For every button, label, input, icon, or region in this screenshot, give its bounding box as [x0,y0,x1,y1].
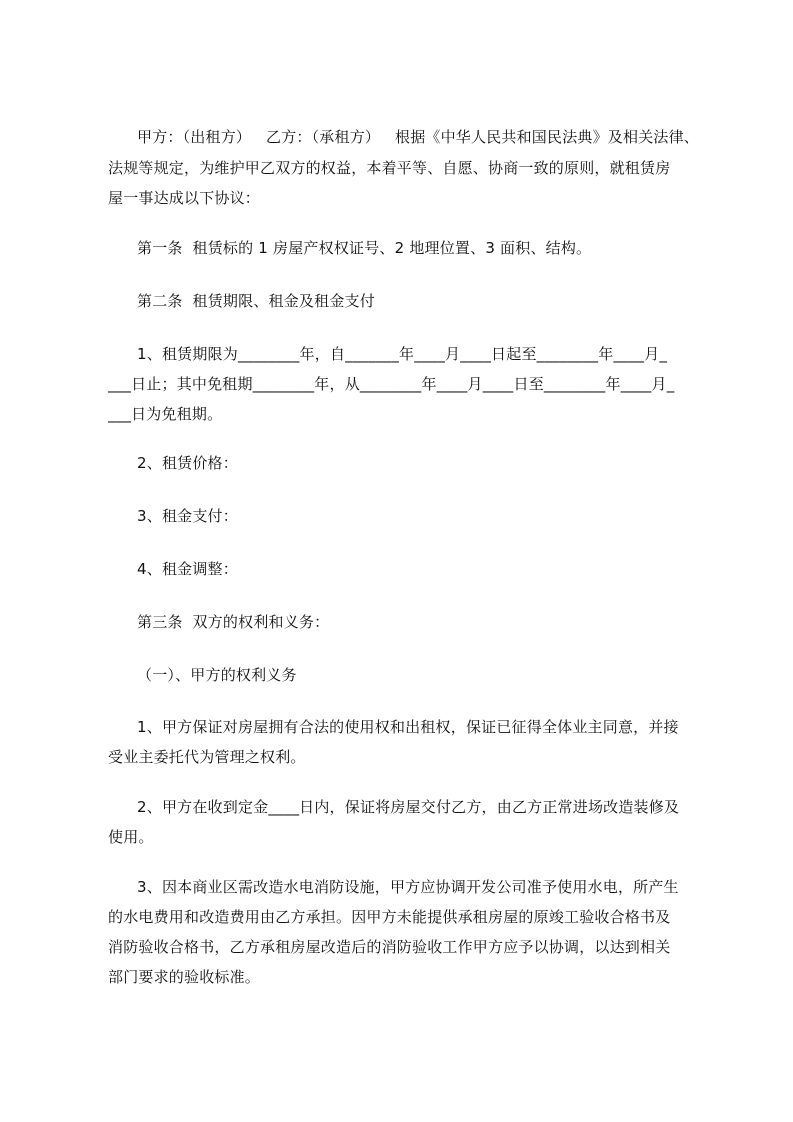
preamble-line-3: 屋一事达成以下协议： [108,189,261,207]
party-a-duty-3-line-4: 部门要求的验收标准。 [108,968,261,986]
rent-payment-line: 3、租金支付： [137,507,238,525]
party-a-duty-3-line-1: 3、因本商业区需改造水电消防设施，甲方应协调开发公司准予使用水电，所产生 [137,878,679,896]
party-a-duty-3-line-3: 消防验收合格书，乙方承租房屋改造后的消防验收工作甲方应予以协调，以达到相关 [108,938,671,956]
party-a-duty-1-line-1: 1、甲方保证对房屋拥有合法的使用权和出租权，保证已征得全体业主同意，并接 [137,718,679,736]
party-a-duty-2-line-1: 2、甲方在收到定金____日内，保证将房屋交付乙方，由乙方正常进场改造装修及 [137,798,680,816]
lease-term-line-2: ___日止；其中免租期________年，从________年____月____日至________年____月_ [108,375,675,393]
lease-term-line-3: ___日为免租期。 [108,405,223,423]
party-a-section-heading: （一）、甲方的权利义务 [137,666,297,684]
party-a-duty-3-line-2: 的水电费用和改造费用由乙方承担。因甲方未能提供承租房屋的原竣工验收合格书及 [108,908,671,926]
party-a-duty-1-line-2: 受业主委托代为管理之权利。 [108,748,306,766]
preamble-line-1: 甲方：（出租方） 乙方：（承租方） 根据《中华人民共和国民法典》及相关法律、 [137,128,700,146]
preamble-line-2: 法规等规定，为维护甲乙双方的权益，本着平等、自愿、协商一致的原则，就租赁房 [108,159,671,177]
lease-term-line-1: 1、租赁期限为________年，自_______年____月____日起至________年____月_ [137,345,668,363]
article-3-heading: 第三条 双方的权利和义务： [137,613,330,631]
article-2-heading: 第二条 租赁期限、租金及租金支付 [137,292,375,310]
party-a-duty-2-line-2: 使用。 [108,828,154,846]
rent-adjustment-line: 4、租金调整： [137,560,238,578]
article-1-line: 第一条 租赁标的 1 房屋产权权证号、2 地理位置、3 面积、结构。 [137,239,592,257]
rent-price-line: 2、租赁价格： [137,454,238,472]
